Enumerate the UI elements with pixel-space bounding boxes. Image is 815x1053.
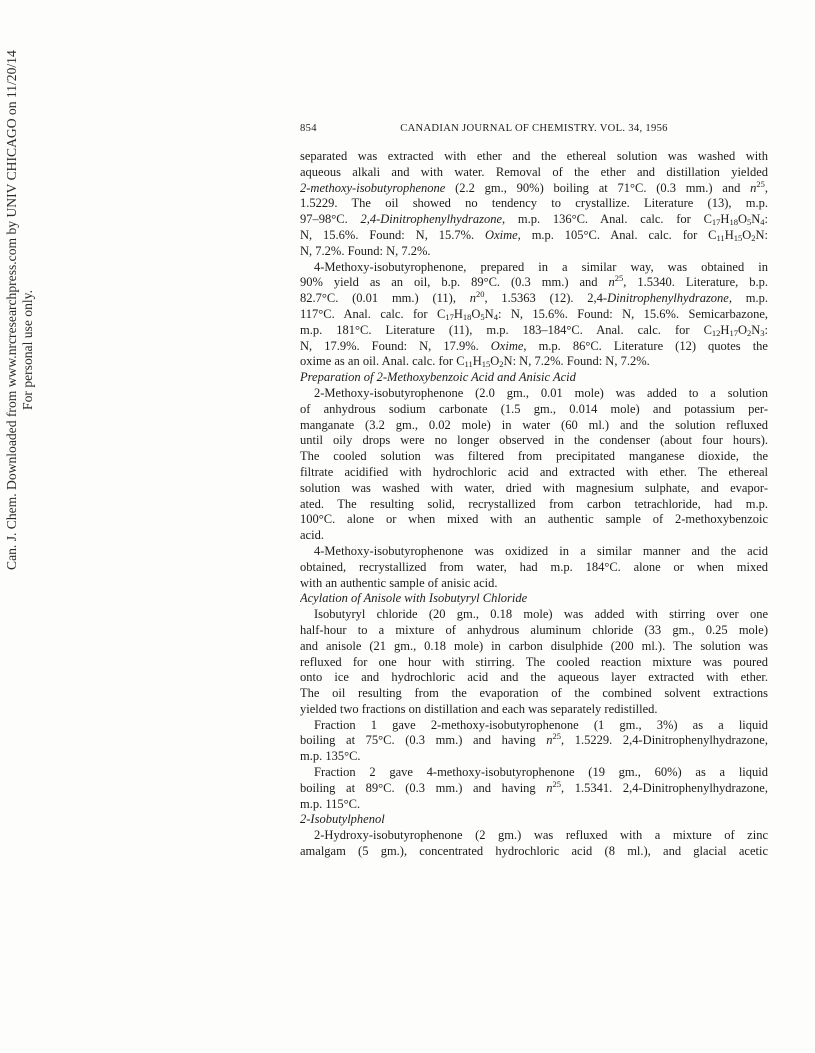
- text-line: manganate (3.2 gm., 0.02 mole) in water (60 ml.) and the solution refluxed: [300, 417, 768, 432]
- text-line: obtained, recrystallized from water, had m.p. 184°C. alone or when mixed: [300, 559, 768, 574]
- text-line: The cooled solution was filtered from precipitated manganese dioxide, the: [300, 449, 768, 464]
- text-line: m.p. 181°C. Literature (11), m.p. 183–184°C. Anal. calc. for $C_{12}H_{17}O_2N_3$:: [300, 322, 768, 338]
- section-heading: Acylation of Anisole with Isobutyryl Chloride: [300, 591, 528, 606]
- text-line: Isobutyryl chloride (20 gm., 0.18 mole) was added with stirring over one: [314, 607, 768, 622]
- text-line: m.p. 135°C.: [300, 749, 361, 764]
- text-line: with an authentic sample of anisic acid.: [300, 575, 498, 590]
- text-line: 117°C. Anal. calc. for $C_{17}H_{18}O_5N_4$: N, 15.6%. Found: N, 15.6%. Semicarbazone,: [300, 306, 768, 322]
- text-line: 100°C. alone or when mixed with an authentic sample of 2-methoxybenzoic: [300, 512, 768, 527]
- text-line: amalgam (5 gm.), concentrated hydrochloric acid (8 ml.), and glacial acetic: [300, 844, 768, 859]
- text-line: onto ice and hydrochloric acid and the aqueous layer extracted with ether.: [300, 670, 768, 685]
- text-line: refluxed for one hour with stirring. The cooled reaction mixture was poured: [300, 654, 768, 669]
- text-line: filtrate acidified with hydrochloric acid and extracted with ether. The ethereal: [300, 464, 768, 479]
- watermark-usage-line: For personal use only.: [20, 290, 35, 410]
- text-line: m.p. 115°C.: [300, 796, 361, 811]
- text-line: until oily drops were no longer observed in the condenser (about four hours).: [300, 433, 768, 448]
- text-line: 2-methoxy-isobutyrophenone (2.2 gm., 90%) boiling at 71°C. (0.3 mm.) and $n^{25}$,: [300, 180, 768, 195]
- section-heading: 2-Isobutylphenol: [300, 812, 385, 827]
- article-body: [300, 149, 768, 860]
- download-watermark: [4, 50, 36, 570]
- text-line: half-hour to a mixture of anhydrous aluminum chloride (33 gm., 0.25 mole): [300, 622, 768, 637]
- text-line: aqueous alkali and with water. Removal of the ether and distillation yielded: [300, 164, 768, 179]
- text-line: 90% yield as an oil, b.p. 89°C. (0.3 mm.) and $n^{25}$, 1.5340. Literature, b.p.: [300, 275, 768, 290]
- journal-page: [300, 123, 768, 860]
- text-line: of anhydrous sodium carbonate (1.5 gm., 0.014 mole) and potassium per-: [300, 401, 768, 416]
- text-line: 2-Hydroxy-isobutyrophenone (2 gm.) was refluxed with a mixture of zinc: [314, 828, 768, 843]
- text-line: ated. The resulting solid, recrystallized from carbon tetrachloride, had m.p.: [300, 496, 768, 511]
- journal-title: CANADIAN JOURNAL OF CHEMISTRY. VOL. 34, 1956: [400, 123, 668, 134]
- text-line: and anisole (21 gm., 0.18 mole) in carbon disulphide (200 ml.). The solution was: [300, 638, 768, 653]
- text-line: boiling at 75°C. (0.3 mm.) and having $n^{25}$, 1.5229. 2,4-Dinitrophenylhydrazone,: [300, 733, 768, 748]
- text-line: N, 7.2%. Found: N, 7.2%.: [300, 243, 431, 258]
- text-line: boiling at 89°C. (0.3 mm.) and having $n^{25}$, 1.5341. 2,4-Dinitrophenylhydrazone,: [300, 780, 768, 795]
- text-line: 4-Methoxy-isobutyrophenone, prepared in a similar way, was obtained in: [314, 259, 768, 274]
- text-line: Fraction 2 gave 4-methoxy-isobutyrophenone (19 gm., 60%) as a liquid: [314, 765, 768, 780]
- watermark-source-line: Can. J. Chem. Downloaded from www.nrcresearchpress.com by UNIV CHICAGO on 11/20/14: [4, 50, 19, 570]
- text-line: oxime as an oil. Anal. calc. for $C_{11}H_{15}O_2N$: N, 7.2%. Found: N, 7.2%.: [300, 354, 650, 370]
- section-heading: Preparation of 2-Methoxybenzoic Acid and Anisic Acid: [300, 370, 576, 385]
- text-line: solution was washed with water, dried with magnesium sulphate, and evapor-: [300, 480, 768, 495]
- text-line: separated was extracted with ether and the ethereal solution was washed with: [300, 149, 768, 163]
- running-head: [300, 123, 768, 149]
- text-line: yielded two fractions on distillation and each was separately redistilled.: [300, 701, 658, 716]
- text-line: 97–98°C. 2,4-Dinitrophenylhydrazone, m.p. 136°C. Anal. calc. for $C_{17}H_{18}O_5N_4$:: [300, 212, 768, 228]
- text-line: 82.7°C. (0.01 mm.) (11), $n^{20}$, 1.5363 (12). 2,4-Dinitrophenylhydrazone, m.p.: [300, 291, 768, 306]
- text-line: 2-Methoxy-isobutyrophenone (2.0 gm., 0.01 mole) was added to a solution: [314, 385, 768, 400]
- text-line: The oil resulting from the evaporation of the combined solvent extractions: [300, 686, 768, 701]
- text-line: N, 15.6%. Found: N, 15.7%. Oxime, m.p. 105°C. Anal. calc. for $C_{11}H_{15}O_2N$:: [300, 227, 768, 243]
- text-line: acid.: [300, 528, 324, 543]
- text-line: 1.5229. The oil showed no tendency to crystallize. Literature (13), m.p.: [300, 196, 768, 211]
- text-line: 4-Methoxy-isobutyrophenone was oxidized in a similar manner and the acid: [314, 543, 768, 558]
- page-number: 854: [300, 123, 317, 134]
- text-line: Fraction 1 gave 2-methoxy-isobutyrophenone (1 gm., 3%) as a liquid: [314, 717, 768, 732]
- text-line: N, 17.9%. Found: N, 17.9%. Oxime, m.p. 86°C. Literature (12) quotes the: [300, 338, 768, 353]
